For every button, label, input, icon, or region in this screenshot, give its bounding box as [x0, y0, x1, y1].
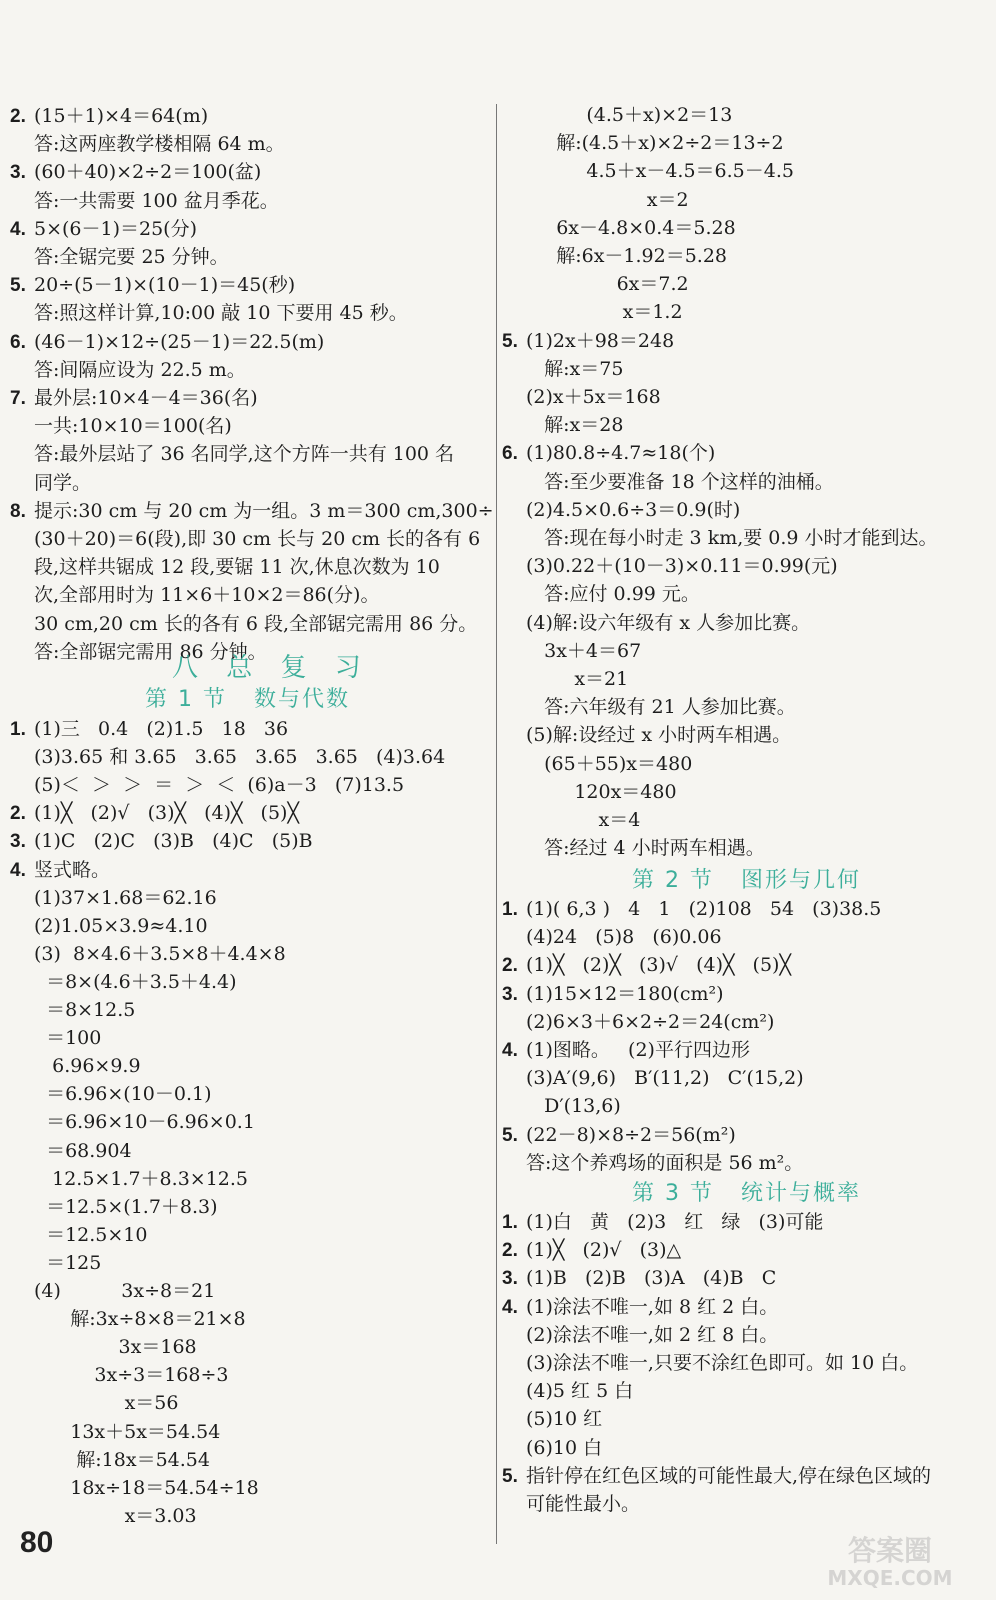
- answer-text: 答:最外层站了 36 名同学,这个方阵一共有 100 名: [34, 443, 455, 466]
- answer-text: (1)三 0.4 (2)1.5 18 36: [34, 718, 289, 740]
- answer-text: 3x＝168: [34, 1336, 197, 1359]
- answer-line: [10, 386, 258, 411]
- question-number: 4.: [502, 1040, 518, 1061]
- answer-line: [10, 499, 494, 524]
- answer-text: 13x＋5x＝54.54: [34, 1420, 221, 1443]
- answer-line: [502, 982, 724, 1007]
- section-heading-statistics: 第 3 节 统计与概率: [632, 1181, 861, 1206]
- answer-text: 6x－4.8×0.4＝5.28: [526, 216, 736, 239]
- answer-text: ＝12.5×(1.7＋8.3): [34, 1195, 218, 1218]
- answer-text: x＝4: [526, 809, 641, 831]
- svg-text:MXQE.COM: MXQE.COM: [827, 1566, 953, 1590]
- answer-text: (46－1)×12÷(25－1)＝22.5(m): [34, 330, 325, 353]
- question-number: 2.: [10, 803, 26, 825]
- answer-text: (5)解:设经过 x 小时两车相遇。: [526, 724, 792, 747]
- answer-text: 同学。: [34, 471, 92, 494]
- answer-line: [502, 1123, 736, 1148]
- answer-text: (2)6×3＋6×2÷2＝24(cm²): [526, 1010, 775, 1033]
- answer-text: 最外层:10×4－4＝36(名): [34, 387, 258, 409]
- answer-text: (1)╳ (2)√ (3)╳ (4)╳ (5)╳: [34, 802, 299, 825]
- answer-text: (4) 3x÷8＝21: [34, 1280, 216, 1302]
- answer-text: (2)x＋5x＝168: [526, 386, 661, 408]
- watermark-logo: [795, 1530, 985, 1590]
- question-number: 1.: [502, 899, 518, 920]
- answer-text: (2)4.5×0.6÷3＝0.9(时): [526, 498, 741, 521]
- answer-line: [502, 953, 791, 978]
- answer-text: (5)10 红: [526, 1408, 603, 1431]
- question-number: 4.: [502, 1296, 518, 1318]
- question-number: 7.: [10, 388, 26, 409]
- answer-text: 30 cm,20 cm 长的各有 6 段,全部锯完需用 86 分。: [34, 612, 478, 635]
- answer-text: 12.5×1.7＋8.3×12.5: [34, 1167, 249, 1190]
- answer-text: D′(13,6): [526, 1095, 621, 1118]
- answer-line: [502, 329, 675, 354]
- answer-line: [10, 829, 313, 854]
- answer-text: 3x÷3＝168÷3: [34, 1364, 229, 1387]
- answer-text: (65＋55)x＝480: [526, 752, 693, 775]
- answer-text: ＝125: [34, 1251, 102, 1274]
- answer-text: (60＋40)×2÷2＝100(盆): [34, 161, 262, 184]
- answer-line: [502, 1464, 932, 1489]
- question-number: 4.: [10, 218, 26, 240]
- answer-text: (1)白 黄 (2)3 红 绿 (3)可能: [526, 1211, 824, 1233]
- question-number: 6.: [10, 331, 26, 353]
- answer-line: [10, 104, 209, 129]
- answer-text: (1)37×1.68＝62.16: [34, 886, 217, 909]
- answer-line: [10, 717, 289, 742]
- answer-text: (1)80.8÷4.7≈18(个): [526, 442, 716, 465]
- answer-text: (3)0.22＋(10－3)×0.11＝0.99(元): [526, 555, 838, 578]
- answer-text: 解:(4.5＋x)×2÷2＝13÷2: [526, 132, 784, 155]
- answer-text: 解:18x＝54.54: [34, 1448, 210, 1471]
- question-number: 4.: [10, 859, 26, 881]
- answer-text: 竖式略。: [34, 858, 111, 881]
- answer-line: [10, 330, 325, 355]
- answer-line: [502, 1295, 779, 1320]
- answer-text: 3x＋4＝67: [526, 639, 642, 662]
- answer-text: x＝21: [526, 668, 629, 690]
- answer-text: (2)涂法不唯一,如 2 红 8 白。: [526, 1323, 779, 1346]
- answer-text: (30＋20)＝6(段),即 30 cm 长与 20 cm 长的各有 6: [34, 528, 481, 550]
- answer-line: [10, 858, 111, 883]
- answer-text: x＝1.2: [526, 301, 683, 324]
- answer-text: 5×(6－1)＝25(分): [34, 217, 198, 240]
- column-divider: [496, 104, 497, 1544]
- answer-text: 解:x＝28: [526, 414, 624, 437]
- answer-line: [502, 1210, 824, 1235]
- question-number: 2.: [10, 106, 26, 127]
- answer-text: (1)2x＋98＝248: [526, 329, 675, 352]
- question-number: 2.: [502, 1240, 518, 1262]
- answer-text: x＝2: [526, 188, 689, 211]
- answer-text: (5)＜ ＞ ＞ ＝ ＞ ＜ (6)a－3 (7)13.5: [34, 774, 405, 797]
- answer-text: ＝8×(4.6＋3.5＋4.4): [34, 970, 237, 993]
- answer-text: ＝6.96×10－6.96×0.1: [34, 1111, 255, 1134]
- answer-text: ＝100: [34, 1027, 102, 1050]
- answer-text: 答:一共需要 100 盆月季花。: [34, 189, 279, 212]
- answer-text: 解:6x－1.92＝5.28: [526, 245, 728, 267]
- question-number: 3.: [10, 831, 26, 853]
- answer-text: 可能性最小。: [526, 1493, 641, 1515]
- answer-text: 答:全部锯完需用 86 分钟。: [34, 640, 267, 663]
- answer-text: 答:六年级有 21 人参加比赛。: [526, 696, 796, 719]
- question-number: 5.: [10, 275, 26, 297]
- answer-text: 解:x＝75: [526, 357, 624, 380]
- answer-text: (1)涂法不唯一,如 8 红 2 白。: [526, 1295, 779, 1318]
- answer-text: (4)解:设六年级有 x 人参加比赛。: [526, 611, 811, 634]
- answer-text: (1)C (2)C (3)B (4)C (5)B: [34, 830, 313, 853]
- answer-text: (1)( 6,3 ) 4 1 (2)108 54 (3)38.5: [526, 898, 882, 920]
- answer-text: (3)3.65 和 3.65 3.65 3.65 3.65 (4)3.64: [34, 746, 446, 769]
- answer-text: ＝12.5×10: [34, 1223, 148, 1246]
- answer-text: (1)╳ (2)√ (3)△: [526, 1239, 682, 1262]
- answer-text: (6)10 白: [526, 1436, 603, 1459]
- answer-text: 答:间隔应设为 22.5 m。: [34, 358, 246, 381]
- question-number: 5.: [502, 1465, 518, 1487]
- answer-line: [502, 1038, 750, 1063]
- answer-text: (1)╳ (2)╳ (3)√ (4)╳ (5)╳: [526, 954, 791, 977]
- answer-line: [502, 441, 716, 466]
- answer-text: 解:3x÷8×8＝21×8: [34, 1308, 246, 1331]
- answer-text: 答:全锯完要 25 分钟。: [34, 246, 229, 268]
- answer-line: [10, 160, 262, 185]
- answer-text: ＝8×12.5: [34, 999, 136, 1021]
- question-number: 1.: [10, 719, 26, 740]
- answer-text: x＝3.03: [34, 1504, 197, 1527]
- answer-text: 答:现在每小时走 3 km,要 0.9 小时才能到达。: [526, 527, 938, 549]
- question-number: 5.: [502, 330, 518, 352]
- answer-text: (3)A′(9,6) B′(11,2) C′(15,2): [526, 1067, 804, 1090]
- question-number: 2.: [502, 955, 518, 977]
- answer-text: (2)1.05×3.9≈4.10: [34, 914, 208, 937]
- section-heading-numbers-algebra: 第 1 节 数与代数: [145, 687, 350, 712]
- answer-text: (15＋1)×4＝64(m): [34, 105, 209, 127]
- section-heading-review: 八 总 复 习: [172, 653, 371, 683]
- answer-line: [10, 217, 198, 242]
- answer-text: 4.5＋x－4.5＝6.5－4.5: [526, 160, 794, 183]
- svg-text:答案圈: 答案圈: [847, 1534, 933, 1567]
- section-heading-geometry: 第 2 节 图形与几何: [632, 868, 861, 893]
- answer-line: [502, 1238, 682, 1263]
- question-number: 5.: [502, 1124, 518, 1146]
- answer-text: (3)涂法不唯一,只要不涂红色即可。如 10 白。: [526, 1352, 919, 1374]
- answer-text: (4)24 (5)8 (6)0.06: [526, 926, 722, 949]
- answer-text: 120x＝480: [526, 780, 677, 803]
- answer-line: [10, 801, 299, 826]
- answer-text: ＝6.96×(10－0.1): [34, 1083, 212, 1106]
- question-number: 3.: [502, 983, 518, 1005]
- answer-line: [10, 273, 296, 298]
- question-number: 3.: [502, 1268, 518, 1290]
- answer-text: (1)图略。 (2)平行四边形: [526, 1039, 750, 1061]
- answer-text: 一共:10×10＝100(名): [34, 415, 232, 438]
- answer-text: (1)B (2)B (3)A (4)B C: [526, 1267, 777, 1290]
- answer-text: 答:应付 0.99 元。: [526, 583, 700, 606]
- answer-text: 答:照这样计算,10:00 敲 10 下要用 45 秒。: [34, 302, 408, 325]
- answer-text: 次,全部用时为 11×6＋10×2＝86(分)。: [34, 584, 380, 607]
- answer-line: [502, 897, 882, 922]
- answer-text: 答:这个养鸡场的面积是 56 m²。: [526, 1151, 804, 1174]
- answer-text: (22－8)×8÷2＝56(m²): [526, 1123, 736, 1146]
- question-number: 6.: [502, 443, 518, 465]
- answer-text: 答:这两座教学楼相隔 64 m。: [34, 133, 285, 156]
- answer-text: x＝56: [34, 1392, 179, 1415]
- answer-text: 指针停在红色区域的可能性最大,停在绿色区域的: [526, 1464, 932, 1487]
- answer-text: 答:经过 4 小时两车相遇。: [526, 837, 765, 860]
- answer-text: (4.5＋x)×2＝13: [526, 104, 733, 126]
- answer-text: 段,这样共锯成 12 段,要锯 11 次,休息次数为 10: [34, 556, 440, 579]
- answer-text: (4)5 红 5 白: [526, 1380, 634, 1403]
- answer-text: 18x÷18＝54.54÷18: [34, 1476, 259, 1499]
- answer-text: 6x＝7.2: [526, 273, 689, 296]
- question-number: 3.: [10, 162, 26, 184]
- answer-text: (3) 8×4.6＋3.5×8＋4.4×8: [34, 942, 286, 965]
- answer-text: ＝68.904: [34, 1139, 132, 1162]
- question-number: 1.: [502, 1212, 518, 1233]
- question-number: 8.: [10, 500, 26, 522]
- answer-text: 20÷(5－1)×(10－1)＝45(秒): [34, 274, 296, 297]
- answer-text: (1)15×12＝180(cm²): [526, 982, 724, 1005]
- answer-text: 答:至少要准备 18 个这样的油桶。: [526, 470, 834, 493]
- answer-text: 6.96×9.9: [34, 1055, 141, 1078]
- answer-text: 提示:30 cm 与 20 cm 为一组。3 m＝300 cm,300÷: [34, 499, 494, 522]
- page-number: 80: [20, 1526, 54, 1559]
- answer-line: [502, 1266, 777, 1291]
